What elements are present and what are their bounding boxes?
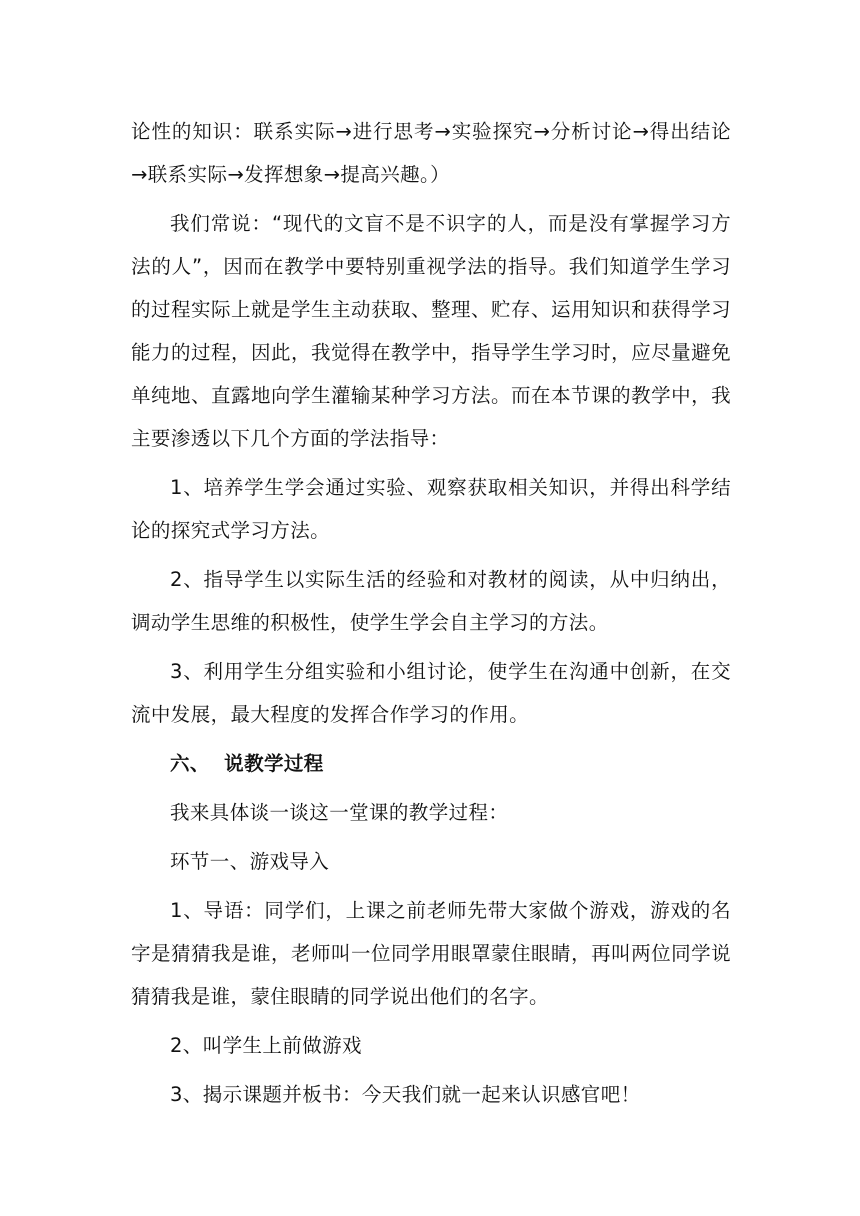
paragraph-process-intro: 我来具体谈一谈这一堂课的教学过程：: [170, 801, 509, 824]
paragraph-learning-method-intro: 我们常说：“现代的文盲不是不识字的人，而是没有掌握学习方法的人”，因而在教学中要特别重视学法的指导。我们知道学生学习的过程实际上就是学生主动获取、整理、贮存、运用知识和获得学习能力的过程，因此，我觉得在教学中，指导学生学习时，应尽量避免单纯地、直露地向学生灌输某种学习方法。而在本节课的教学中，我主要渗透以下几个方面的学法指导：: [131, 212, 731, 450]
paragraph-stage-one-step-2: 2、叫学生上前做游戏: [170, 1034, 362, 1057]
paragraph-method-3: 3、利用学生分组实验和小组讨论，使学生在沟通中创新，在交流中发展，最大程度的发挥合作学习的作用。: [131, 660, 731, 726]
document-body: [131, 110, 731, 1122]
paragraph-stage-one-title: 环节一、游戏导入: [170, 850, 330, 873]
section-heading-teaching-process: 六、 说教学过程: [170, 752, 324, 775]
paragraph-stage-one-step-1: 1、导语：同学们，上课之前老师先带大家做个游戏，游戏的名字是猜猜我是谁，老师叫一位同学用眼罩蒙住眼睛，再叫两位同学说猜猜我是谁，蒙住眼睛的同学说出他们的名字。: [131, 899, 731, 1008]
paragraph-stage-one-step-3: 3、揭示课题并板书：今天我们就一起来认识感官吧！: [170, 1083, 641, 1106]
paragraph-method-2: 2、指导学生以实际生活的经验和对教材的阅读，从中归纳出，调动学生思维的积极性，使学生学会自主学习的方法。: [131, 568, 731, 634]
paragraph-continued-knowledge-chain: 论性的知识：联系实际→进行思考→实验探究→分析讨论→得出结论→联系实际→发挥想象→提高兴趣。）: [131, 120, 731, 186]
paragraph-method-1: 1、培养学生学会通过实验、观察获取相关知识，并得出科学结论的探究式学习方法。: [131, 476, 731, 542]
